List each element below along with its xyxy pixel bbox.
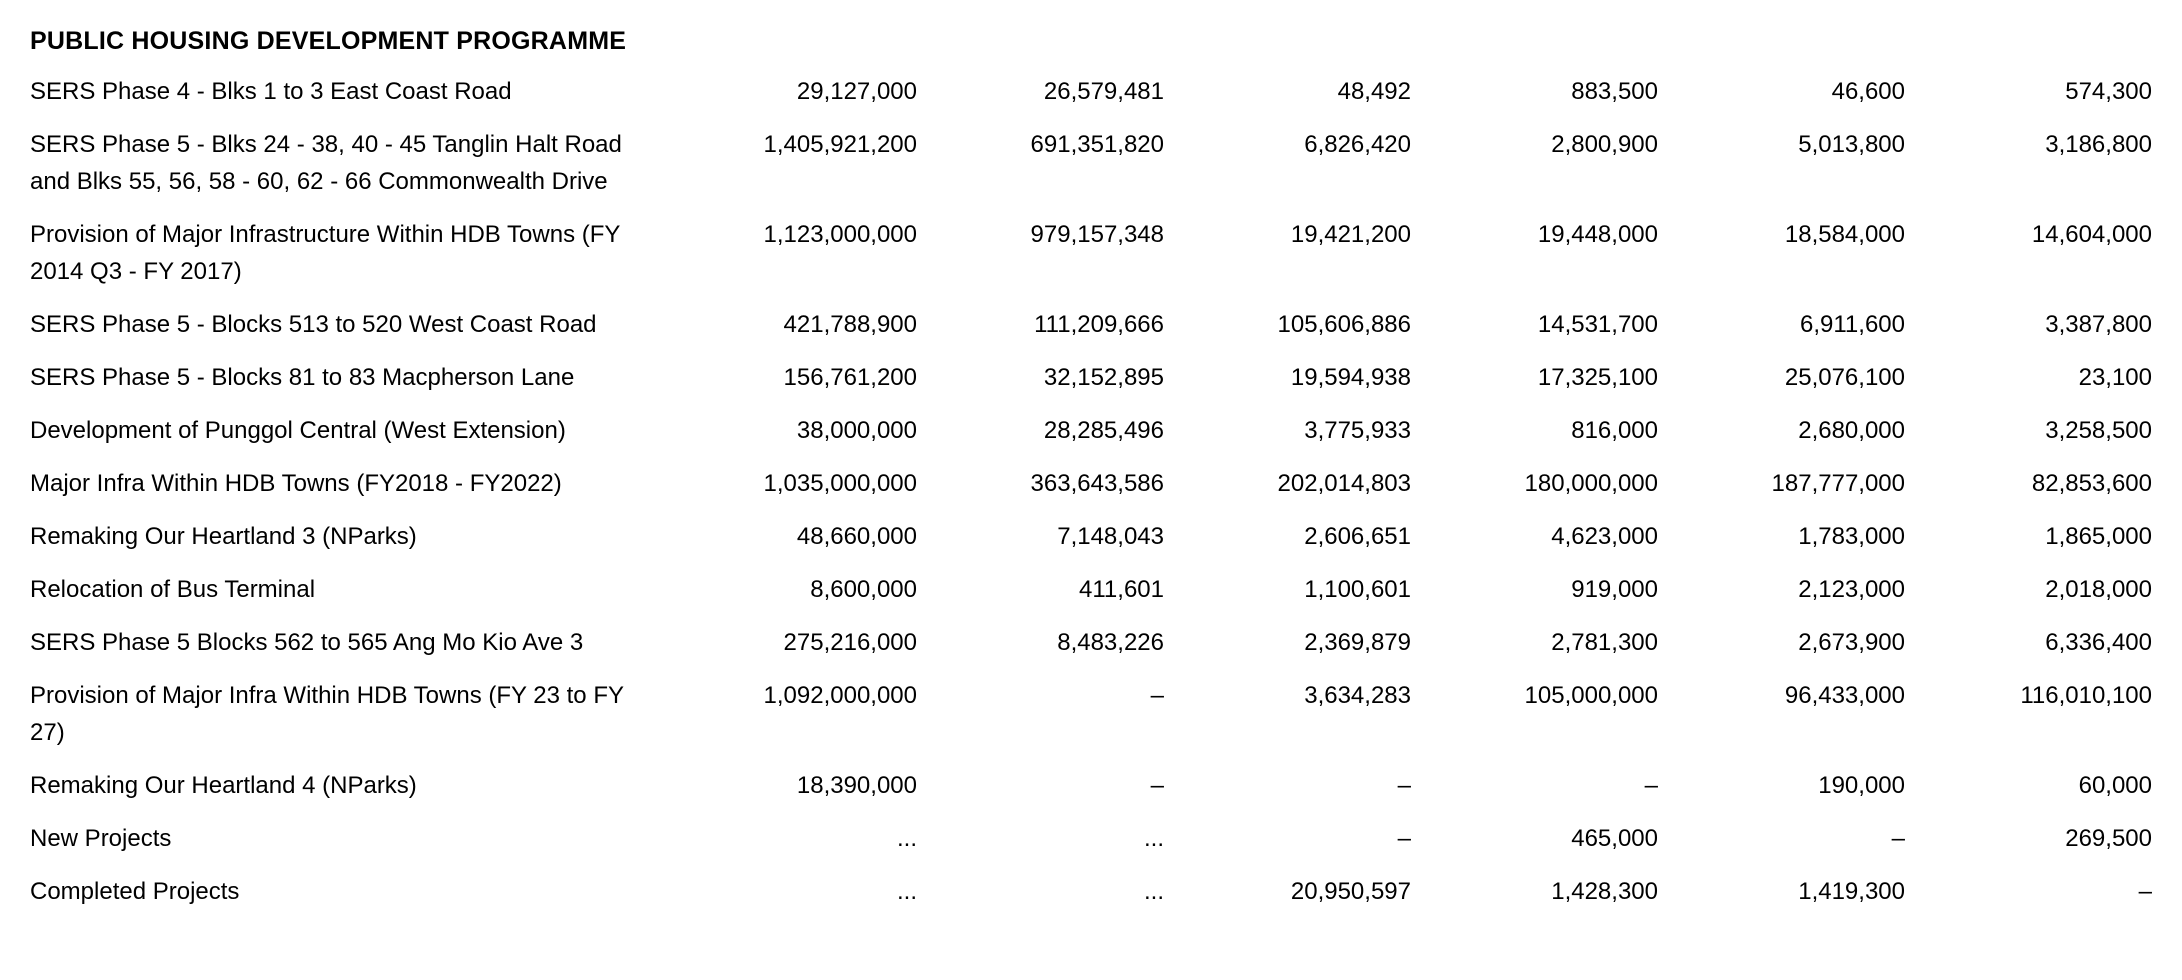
value-cell: 1,035,000,000 <box>763 470 917 497</box>
value-cell: 1,123,000,000 <box>763 221 917 248</box>
project-name: Remaking Our Heartland 4 (NParks) <box>30 772 417 799</box>
value-cell: 2,781,300 <box>1551 629 1658 656</box>
value-cell: 2,018,000 <box>2045 576 2152 603</box>
project-name: Provision of Major Infrastructure Within HDB Towns (FY 2014 Q3 - FY 2017) <box>30 221 620 285</box>
value-cell: 29,127,000 <box>796 78 917 105</box>
table-row <box>30 820 2152 873</box>
value-cell: 1,092,000,000 <box>763 682 917 709</box>
value-cell: 38,000,000 <box>796 417 917 444</box>
table-row <box>30 359 2152 412</box>
value-cell: 411,601 <box>1079 576 1164 603</box>
value-cell: 156,761,200 <box>783 364 917 391</box>
value-cell: 28,285,496 <box>1043 417 1164 444</box>
value-cell: 3,186,800 <box>2045 131 2152 158</box>
value-cell: 17,325,100 <box>1537 364 1658 391</box>
project-name: Remaking Our Heartland 3 (NParks) <box>30 523 417 550</box>
value-cell: 6,336,400 <box>2045 629 2152 656</box>
value-cell: 7,148,043 <box>1057 523 1164 550</box>
value-cell: 19,448,000 <box>1537 221 1658 248</box>
value-cell: 275,216,000 <box>783 629 917 656</box>
table-row <box>30 126 2152 216</box>
value-cell: 180,000,000 <box>1524 470 1658 497</box>
project-name: Provision of Major Infra Within HDB Towns (FY 23 to FY 27) <box>30 682 624 746</box>
value-cell: – <box>2138 878 2152 905</box>
value-cell: 48,660,000 <box>796 523 917 550</box>
value-cell: 691,351,820 <box>1030 131 1164 158</box>
value-cell: 23,100 <box>2078 364 2152 391</box>
value-cell: 25,076,100 <box>1784 364 1905 391</box>
value-cell: ... <box>896 878 917 905</box>
value-cell: 18,584,000 <box>1784 221 1905 248</box>
table-row <box>30 465 2152 518</box>
value-cell: – <box>1397 825 1411 852</box>
table-body <box>30 73 2152 926</box>
value-cell: 105,606,886 <box>1277 311 1411 338</box>
value-cell: 1,783,000 <box>1798 523 1905 550</box>
value-cell: 883,500 <box>1571 78 1658 105</box>
value-cell: 8,483,226 <box>1057 629 1164 656</box>
programme-table <box>30 73 2152 926</box>
value-cell: 269,500 <box>2065 825 2152 852</box>
table-row <box>30 767 2152 820</box>
value-cell: 1,865,000 <box>2045 523 2152 550</box>
table-row <box>30 306 2152 359</box>
value-cell: 2,800,900 <box>1551 131 1658 158</box>
value-cell: 202,014,803 <box>1277 470 1411 497</box>
table-row <box>30 73 2152 126</box>
value-cell: 363,643,586 <box>1030 470 1164 497</box>
value-cell: – <box>1150 772 1164 799</box>
value-cell: 2,680,000 <box>1798 417 1905 444</box>
value-cell: 919,000 <box>1571 576 1658 603</box>
value-cell: 3,387,800 <box>2045 311 2152 338</box>
value-cell: 2,606,651 <box>1304 523 1411 550</box>
project-name: Relocation of Bus Terminal <box>30 576 316 603</box>
value-cell: 6,911,600 <box>1800 311 1905 338</box>
value-cell: 26,579,481 <box>1043 78 1164 105</box>
value-cell: 2,369,879 <box>1304 629 1411 656</box>
value-cell: 48,492 <box>1337 78 1411 105</box>
value-cell: – <box>1397 772 1411 799</box>
value-cell: 105,000,000 <box>1524 682 1658 709</box>
table-row <box>30 518 2152 571</box>
value-cell: 6,826,420 <box>1304 131 1411 158</box>
project-name: Development of Punggol Central (West Extension) <box>30 417 566 444</box>
value-cell: 5,013,800 <box>1798 131 1905 158</box>
value-cell: 82,853,600 <box>2031 470 2152 497</box>
value-cell: 1,419,300 <box>1798 878 1905 905</box>
value-cell: ... <box>1143 825 1164 852</box>
value-cell: 979,157,348 <box>1030 221 1164 248</box>
table-row <box>30 412 2152 465</box>
value-cell: 19,594,938 <box>1290 364 1411 391</box>
value-cell: 190,000 <box>1818 772 1905 799</box>
value-cell: 2,673,900 <box>1798 629 1905 656</box>
value-cell: 19,421,200 <box>1290 221 1411 248</box>
value-cell: – <box>1891 825 1905 852</box>
value-cell: 18,390,000 <box>796 772 917 799</box>
value-cell: 46,600 <box>1831 78 1905 105</box>
project-name: Major Infra Within HDB Towns (FY2018 - FY2022) <box>30 470 562 497</box>
project-name: New Projects <box>30 825 172 852</box>
value-cell: 187,777,000 <box>1771 470 1905 497</box>
value-cell: 465,000 <box>1571 825 1658 852</box>
value-cell: 111,209,666 <box>1034 311 1164 338</box>
value-cell: 421,788,900 <box>783 311 917 338</box>
value-cell: 574,300 <box>2065 78 2152 105</box>
project-name: SERS Phase 5 - Blocks 513 to 520 West Coast Road <box>30 311 597 338</box>
value-cell: 3,634,283 <box>1304 682 1411 709</box>
project-name: SERS Phase 5 - Blks 24 - 38, 40 - 45 Tanglin Halt Road and Blks 55, 56, 58 - 60, 62 - 66 Commonwealth Drive <box>30 131 622 195</box>
table-row <box>30 677 2152 767</box>
value-cell: 816,000 <box>1571 417 1658 444</box>
value-cell: ... <box>1143 878 1164 905</box>
value-cell: 116,010,100 <box>2020 682 2152 709</box>
value-cell: 14,531,700 <box>1537 311 1658 338</box>
project-name: SERS Phase 5 - Blocks 81 to 83 Macpherson Lane <box>30 364 575 391</box>
project-name: SERS Phase 4 - Blks 1 to 3 East Coast Road <box>30 78 512 105</box>
value-cell: 1,405,921,200 <box>763 131 917 158</box>
value-cell: 3,258,500 <box>2045 417 2152 444</box>
value-cell: ... <box>896 825 917 852</box>
table-row <box>30 216 2152 306</box>
project-name: SERS Phase 5 Blocks 562 to 565 Ang Mo Kio Ave 3 <box>30 629 584 656</box>
value-cell: 4,623,000 <box>1551 523 1658 550</box>
table-row <box>30 873 2152 926</box>
project-name: Completed Projects <box>30 878 240 905</box>
value-cell: 8,600,000 <box>810 576 917 603</box>
value-cell: 14,604,000 <box>2031 221 2152 248</box>
value-cell: 60,000 <box>2078 772 2152 799</box>
value-cell: 20,950,597 <box>1290 878 1411 905</box>
page-title: PUBLIC HOUSING DEVELOPMENT PROGRAMME <box>30 27 627 55</box>
value-cell: 1,428,300 <box>1551 878 1658 905</box>
value-cell: 3,775,933 <box>1304 417 1411 444</box>
value-cell: – <box>1644 772 1658 799</box>
table-row <box>30 624 2152 677</box>
value-cell: – <box>1150 682 1164 709</box>
value-cell: 96,433,000 <box>1784 682 1905 709</box>
value-cell: 1,100,601 <box>1304 576 1411 603</box>
table-row <box>30 571 2152 624</box>
value-cell: 2,123,000 <box>1798 576 1905 603</box>
value-cell: 32,152,895 <box>1043 364 1164 391</box>
